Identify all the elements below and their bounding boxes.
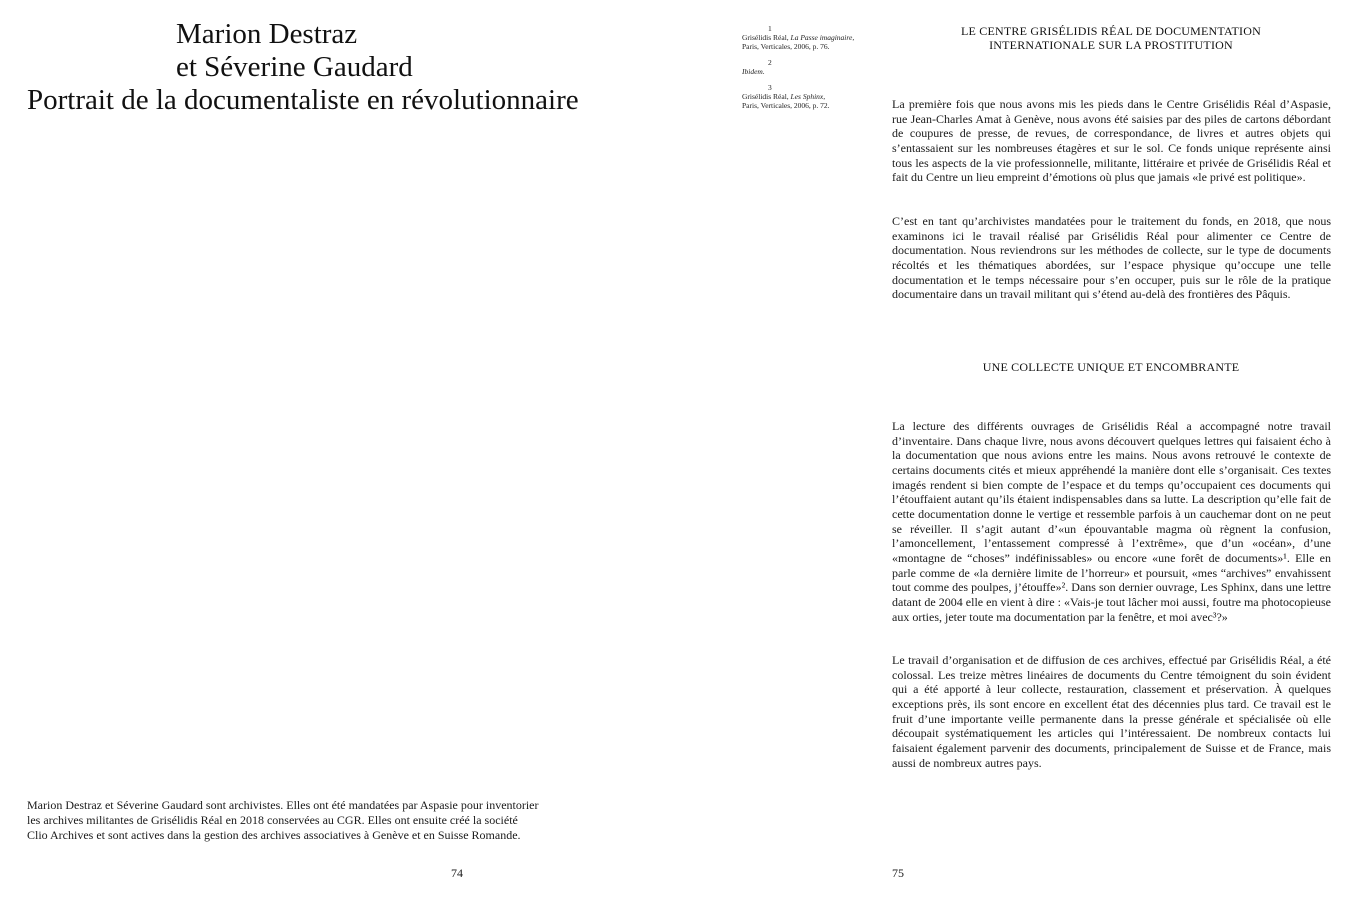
heading-line: INTERNATIONALE SUR LA PROSTITUTION <box>989 38 1233 52</box>
title-line-author-2: et Séverine Gaudard <box>176 51 413 83</box>
bio-line: Clio Archives et sont actives dans la gestion des archives associatives à Genève et en Suisse Romande. <box>27 828 521 842</box>
footnote-number: 3 <box>768 83 772 92</box>
article-title <box>0 18 660 117</box>
paragraph-organisation: Le travail d’organisation et de diffusion de ces archives, effectué par Grisélidis Réal, a été colossal. Les treize mètres linéaires de documents du Centre témoignent du soin évident qui a été apporté à leur collecte, restauration, classement et préservation. À quelques exceptions près, ils sont encore en excellent état des décennies plus tard. Ce travail est le fruit d’une importante veille permanente dans la presse générale et spécialisée où elle découpait systématiquement les articles qui l’intéressaient. De nombreux contacts lui faisaient également parvenir des documents, principalement de Suisse et de France, mais aussi de nombreux autres pays. <box>892 653 1331 770</box>
page-number-right: 75 <box>892 866 904 880</box>
title-line-author-1: Marion Destraz <box>176 18 358 50</box>
page-number-left: 74 <box>451 866 463 880</box>
footnote-text: Ibidem. <box>742 67 765 76</box>
section-heading-collecte: UNE COLLECTE UNIQUE ET ENCOMBRANTE <box>982 360 1240 374</box>
footnote-number: 2 <box>768 58 772 67</box>
footnote-1 <box>742 24 867 51</box>
footnote-text: Paris, Verticales, 2006, p. 72. <box>742 101 830 110</box>
bio-line: les archives militantes de Grisélidis Réal en 2018 conservées au CGR. Elles ont ensuite créé la société <box>27 813 518 827</box>
footnote-text: Grisélidis Réal, La Passe imaginaire, <box>742 33 855 42</box>
title-line-article: Portrait de la documentaliste en révolutionnaire <box>27 84 579 116</box>
paragraph-lecture: La lecture des différents ouvrages de Grisélidis Réal a accompagné notre travail d’inventaire. Dans chaque livre, nous avons découvert quelques lettres qui faisaient écho à la documentation que nous avions entre les mains. Nous avons retrouvé le contexte de certains documents cités et mieux appréhendé la manière dont elle s’organisait. Ces textes imagés rendent si bien compte de l’espace et du temps qu’occupaient ces documents qui l’étouffaient autant qu’ils étaient indispensables dans sa lutte. La description qu’elle fait de cette documentation donne le vertige et ressemble parfois à un cauchemar dont on ne peut se réveiller. Il s’agit autant d’«un épouvantable magma où règnent la confusion, l’amoncellement, l’entassement compressé à l’extrême», que d’un «océan», d’une «montagne de “choses” indéfinissables» ou encore «une forêt de documents»¹. Elle en parle comme de «la dernière limite de l’horreur» et poursuit, «mes “archives” envahissent tout comme des poulpes, j’étouffe»². Dans son dernier ouvrage, Les Sphinx, dans une lettre datant de 2004 elle en vient à dire : «Vais-je tout lâcher moi aussi, foutre ma photocopieuse aux orties, jeter toute ma documentation par la fenêtre, et moi avec³?» <box>892 419 1331 624</box>
heading-line: LE CENTRE GRISÉLIDIS RÉAL DE DOCUMENTATION <box>961 24 1261 38</box>
paragraph-intro: La première fois que nous avons mis les pieds dans le Centre Grisélidis Réal d’Aspasie, rue Jean-Charles Amat à Genève, nous avons été saisies par des piles de cartons débordant de coupures de presse, de revues, de correspondance, de livres et autres objets qui s’entassaient sur les nombreuses étagères et sur le sol. Ce fonds unique représente ainsi tous les aspects de la vie professionnelle, militante, littéraire et privée de Grisélidis Réal et fait du Centre un lieu empreint d’émotions où plus que jamais «le privé est politique». <box>892 97 1331 185</box>
footnote-number: 1 <box>768 24 772 33</box>
bio-line: Marion Destraz et Séverine Gaudard sont archivistes. Elles ont été mandatées par Aspasie pour inventorier <box>27 798 539 812</box>
footnote-text: Grisélidis Réal, Les Sphinx, <box>742 92 826 101</box>
footnote-2 <box>742 58 867 76</box>
author-bio <box>27 798 597 843</box>
section-heading-centre <box>890 24 1332 52</box>
footnote-3 <box>742 83 867 110</box>
paragraph-purpose: C’est en tant qu’archivistes mandatées pour le traitement du fonds, en 2018, que nous examinons ici le travail réalisé par Grisélidis Réal pour alimenter ce Centre de documentation. Nous reviendrons sur les méthodes de collecte, sur le type de documents récoltés et les thématiques abordées, sur l’espace physique qu’occupe une telle documentation et le temps nécessaire pour s’en occuper, puis sur le rôle de la pratique documentaire dans un travail militant qui s’étend au-delà des frontières des Pâquis. <box>892 214 1331 302</box>
footnote-text: Paris, Verticales, 2006, p. 76. <box>742 42 830 51</box>
footnotes <box>742 24 867 117</box>
